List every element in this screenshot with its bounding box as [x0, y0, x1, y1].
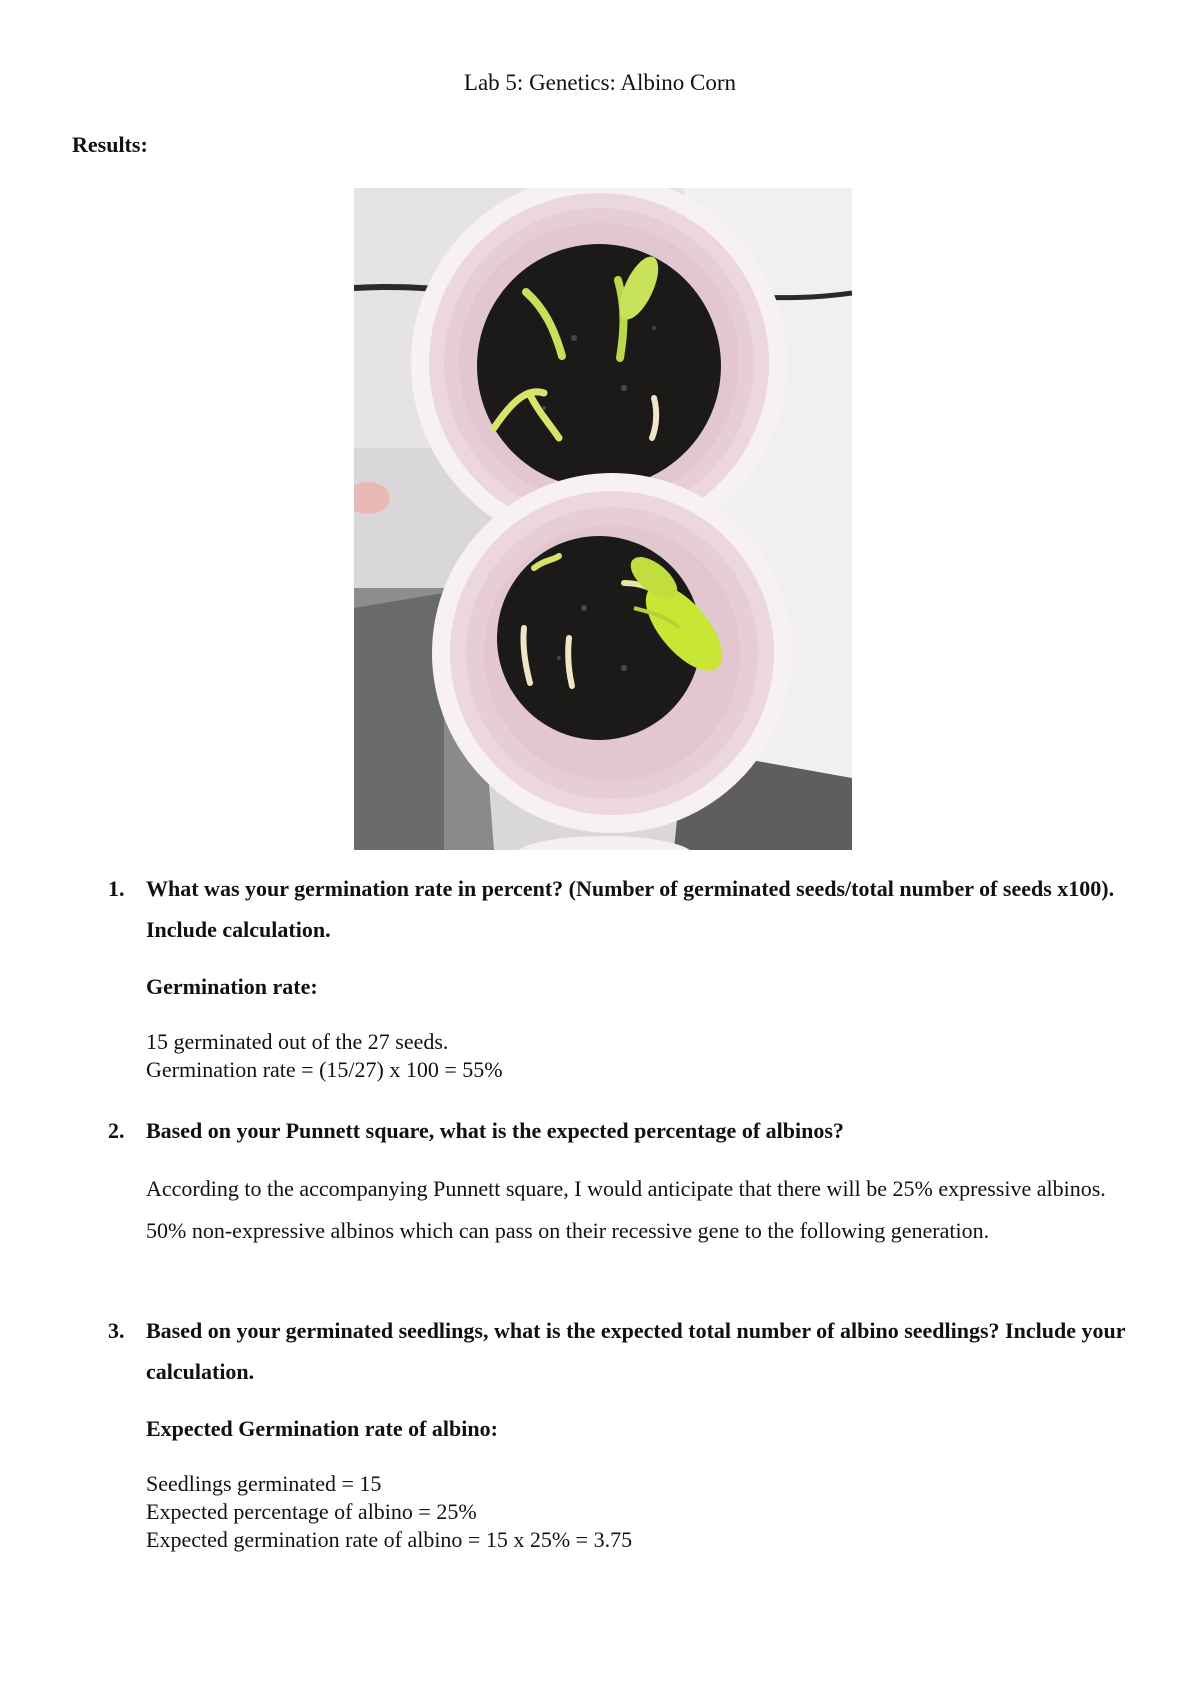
question-1-subheading: Germination rate: [146, 974, 318, 999]
question-2-answer: According to the accompanying Punnett square, I would anticipate that there will be 25% expressive albinos. 50% non-expressive albinos which can pass on their recessive gene to the following generation. [146, 1176, 1106, 1243]
question-3-line-3: Expected germination rate of albino = 15 x 25% = 3.75 [146, 1527, 633, 1552]
question-1-line-2: Germination rate = (15/27) x 100 = 55% [146, 1057, 503, 1082]
question-3-line-1: Seedlings germinated = 15 [146, 1471, 382, 1496]
question-3-text: Based on your germinated seedlings, what is the expected total number of albino seedlings? Include your calculation. [146, 1318, 1126, 1384]
document-title: Lab 5: Genetics: Albino Corn [463, 70, 737, 95]
question-3-subheading: Expected Germination rate of albino: [146, 1416, 498, 1441]
seedlings-photo [354, 188, 852, 850]
question-2-text: Based on your Punnett square, what is the expected percentage of albinos? [146, 1118, 844, 1143]
question-3-number: 3. [108, 1318, 125, 1343]
results-heading: Results: [72, 132, 148, 157]
question-2-number: 2. [108, 1118, 125, 1143]
question-3-line-2: Expected percentage of albino = 25% [146, 1499, 477, 1524]
question-1-line-1: 15 germinated out of the 27 seeds. [146, 1029, 449, 1054]
question-1-text: What was your germination rate in percent? (Number of germinated seeds/total number of seeds x100). Include calculation. [146, 876, 1115, 942]
question-1-number: 1. [108, 876, 125, 901]
